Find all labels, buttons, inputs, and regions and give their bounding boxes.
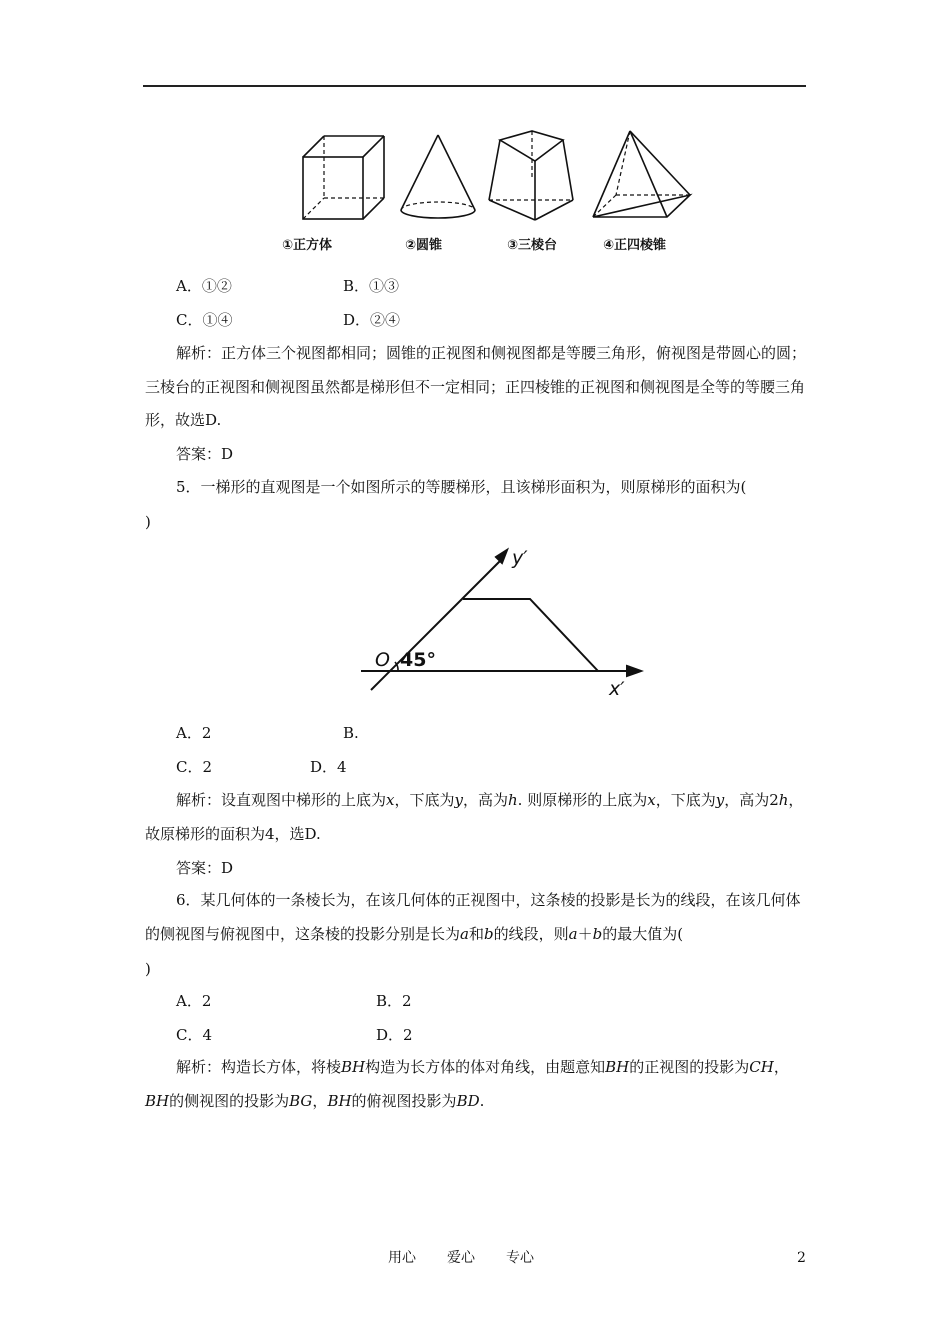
q4-option-b: B．①③ — [343, 277, 400, 295]
q4-analysis: 解析：正方体三个视图都相同；圆锥的正视图和侧视图都是等腰三角形，俯视图是带圆心的圆；三棱台的正视图和侧视图虽然都是梯形但不一定相同；正四棱锥的正视图和侧视图是全等的等腰三角形，故选D. — [145, 344, 807, 429]
q4-option-c: C．①④ — [176, 311, 233, 329]
q6-option-d: D．2 — [376, 1026, 413, 1044]
trapezoid — [463, 599, 598, 671]
q4-option-d: D．②④ — [343, 311, 401, 329]
q5-answer: 答案：D — [176, 859, 234, 877]
q5-option-c: C．2 — [176, 758, 213, 776]
footer-item: 专心 — [506, 1250, 534, 1266]
q6-analysis: 解析：构造长方体，将棱BH构造为长方体的体对角线，由题意知BH的正视图的投影为CH，BH的侧视图的投影为BG，BH的俯视图投影为BD. — [145, 1058, 789, 1110]
q5-option-b: B. — [343, 724, 359, 742]
q5-option-a: A．2 — [176, 724, 212, 742]
q5-analysis: 解析：设直观图中梯形的上底为x，下底为y，高为h. 则原梯形的上底为x，下底为y，高为2h，故原梯形的面积为4，选D. — [145, 791, 804, 843]
footer-item: 爱心 — [447, 1250, 475, 1266]
q4-answer: 答案：D — [176, 445, 234, 463]
x-axis-label: x′ — [609, 678, 625, 700]
q4-option-a: A．①② — [176, 277, 232, 295]
x-axis-arrow — [627, 666, 641, 676]
footer-item: 用心 — [388, 1250, 416, 1266]
q6-stem-close: ) — [145, 960, 151, 978]
trapezoid-figure — [355, 540, 645, 700]
q6-option-b: B．2 — [376, 992, 412, 1010]
q6-option-c: C．4 — [176, 1026, 213, 1044]
q6-stem: 6．某几何体的一条棱长为，在该几何体的正视图中，这条棱的投影是长为的线段，在该几何体的侧视图与俯视图中，这条棱的投影分别是长为a和b的线段，则a＋b的最大值为( — [145, 891, 801, 943]
frustum-drawing — [489, 131, 573, 220]
angle-label: 45° — [400, 649, 436, 671]
cone-drawing — [401, 135, 475, 218]
origin-label: O — [375, 649, 390, 671]
q5-stem: 5．一梯形的直观图是一个如图所示的等腰梯形，且该梯形面积为，则原梯形的面积为( — [176, 478, 747, 496]
caption-cone: ②圆锥 — [405, 238, 443, 253]
header-rule — [143, 85, 806, 87]
q6-option-a: A．2 — [176, 992, 212, 1010]
caption-cube: ①正方体 — [282, 238, 333, 253]
cube-drawing — [303, 136, 384, 219]
caption-pyramid: ④正四棱锥 — [603, 238, 667, 253]
solids-figure — [282, 125, 705, 260]
caption-frustum: ③三棱台 — [507, 238, 558, 253]
q5-option-d: D．4 — [310, 758, 347, 776]
y-axis-label: y′ — [512, 547, 528, 569]
q5-stem-close: ) — [145, 513, 151, 531]
y-axis-arrow — [496, 550, 507, 563]
page-number: 2 — [797, 1250, 806, 1266]
pyramid-drawing — [593, 131, 690, 217]
